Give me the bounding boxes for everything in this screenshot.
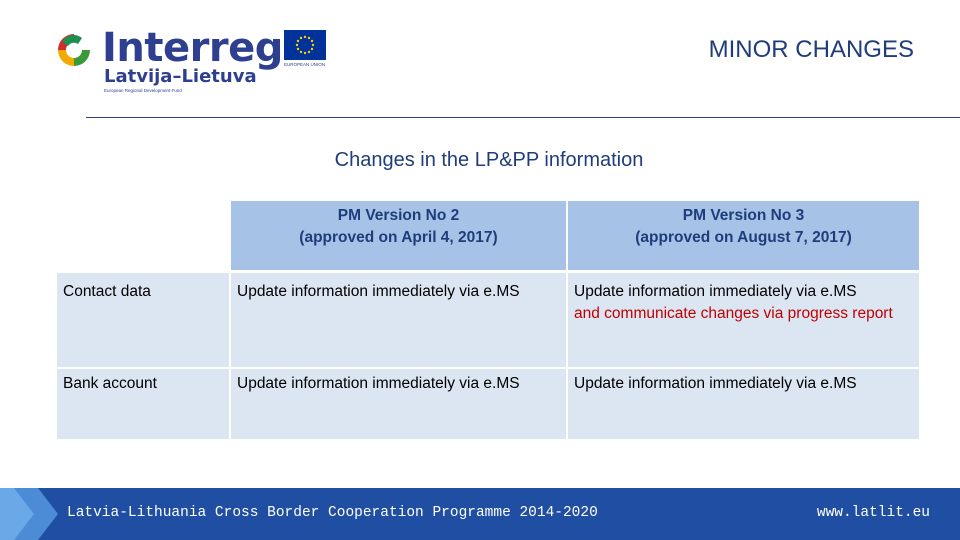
header-divider <box>86 117 960 118</box>
eu-flag-icon <box>284 30 326 60</box>
logo-subtitle: Latvija–Lietuva <box>104 66 257 87</box>
table-header-row <box>57 201 921 273</box>
table-corner-cell <box>57 201 231 273</box>
interreg-logo <box>52 22 342 100</box>
table-row <box>57 369 921 439</box>
contact-data-v2: Update information immediately via e.MS <box>231 273 568 369</box>
pm-version-3-header <box>568 201 921 273</box>
contact-data-v3-text: Update information immediately via e.MS <box>574 283 857 300</box>
pm-version-2-header <box>231 201 568 273</box>
page-title: MINOR CHANGES <box>708 36 914 63</box>
table-row <box>57 273 921 369</box>
pm-version-2-date: (approved on April 4, 2017) <box>299 228 498 246</box>
eu-caption: EUROPEAN UNION <box>284 62 326 67</box>
interreg-swirl-icon <box>52 28 96 72</box>
bank-account-v2: Update information immediately via e.MS <box>231 369 568 439</box>
contact-data-v3 <box>568 273 921 369</box>
section-subtitle: Changes in the LP&PP information <box>334 149 644 171</box>
logo-wordmark: Interreg <box>102 25 283 71</box>
row-label-contact-data: Contact data <box>57 273 231 369</box>
pm-version-2-title: PM Version No 2 <box>337 207 460 224</box>
footer-programme-name: Latvia-Lithuania Cross Border Cooperation Programme 2014-2020 <box>67 505 598 521</box>
pm-version-3-title: PM Version No 3 <box>682 207 805 224</box>
contact-data-v3-change: and communicate changes via progress report <box>574 304 893 322</box>
logo-tagline: European Regional Development Fund <box>104 88 182 93</box>
changes-table <box>57 201 921 439</box>
row-label-bank-account: Bank account <box>57 369 231 439</box>
footer-website-link[interactable]: www.latlit.eu <box>816 505 930 521</box>
bank-account-v3: Update information immediately via e.MS <box>568 369 921 439</box>
footer-bar <box>0 488 960 540</box>
pm-version-3-date: (approved on August 7, 2017) <box>635 228 852 246</box>
